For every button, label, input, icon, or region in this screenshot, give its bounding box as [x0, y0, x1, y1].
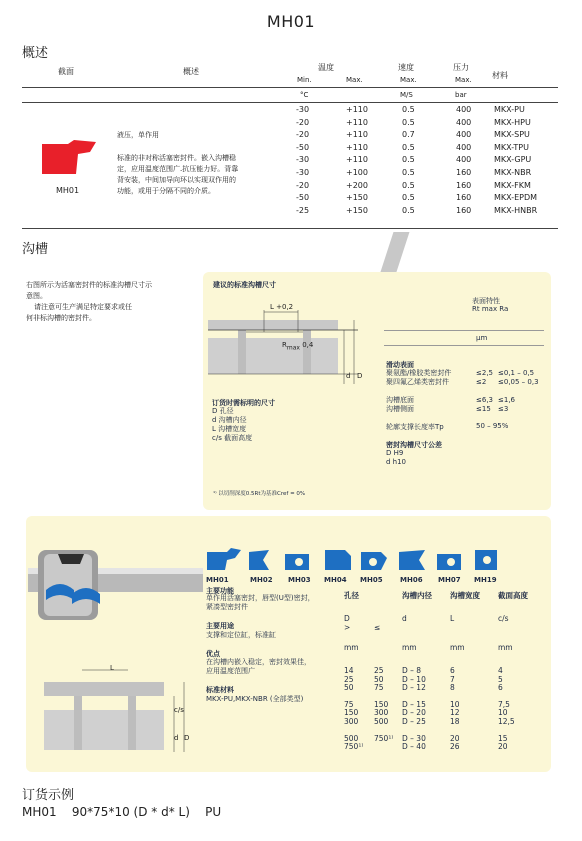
- intro-line: 何非标沟槽的密封件。: [26, 314, 96, 322]
- table-cell: 20: [498, 742, 508, 752]
- table-cell: 750¹⁾: [344, 742, 364, 752]
- dim-d-big: D: [357, 372, 363, 380]
- spec-row: [296, 206, 558, 219]
- unit-temp: °C: [300, 91, 309, 99]
- spec-cell: +110: [346, 117, 368, 127]
- spec-cell: MKX-EPDM: [494, 193, 538, 203]
- spec-cell: 0.5: [402, 142, 415, 152]
- intro-line: 右图所示为活塞密封件的标准沟槽尺寸示: [26, 281, 152, 289]
- spec-cell: MKX-FKM: [494, 180, 531, 190]
- order-dims-list: [212, 407, 252, 443]
- use-body: 支撑和定位缸，标准缸: [206, 631, 276, 639]
- table-cell: D – 8: [402, 666, 422, 675]
- spec-cell: 0.5: [402, 193, 415, 203]
- table-cell: 26: [450, 742, 460, 752]
- table-cell: 6: [450, 666, 455, 675]
- spec-cell: +150: [346, 193, 368, 203]
- spec-cell: 400: [456, 155, 472, 165]
- mh01-label: MH01: [56, 186, 80, 195]
- table-cell: mm: [402, 643, 417, 652]
- bearing-label: 轮廓支撑长度率Tp: [386, 423, 444, 431]
- bearing-value: 50 – 95%: [476, 422, 509, 430]
- table-cell: 300: [374, 708, 389, 718]
- spec-cell: 400: [456, 105, 472, 114]
- order-dim-item: c/s 截面高度: [212, 434, 253, 442]
- table-cell: 300: [344, 717, 359, 726]
- col-header-section: 截面: [58, 67, 74, 76]
- table-cell: c/s: [498, 614, 509, 623]
- dim-l-label: L +0,2: [270, 303, 294, 311]
- table-cell: 4: [498, 666, 503, 675]
- col-header-temp-max: Max.: [346, 76, 363, 84]
- table-cell: 12: [450, 708, 460, 718]
- table-cell: 6: [498, 683, 503, 693]
- spec-cell: 0.5: [402, 117, 415, 127]
- table-cell: 150: [374, 699, 389, 709]
- spec-row: [296, 181, 558, 194]
- spec-cell: MKX-HPU: [494, 117, 531, 127]
- piston-illustration: [28, 540, 208, 630]
- col-header-temp-min: Min.: [297, 76, 312, 84]
- table-cell: 14: [344, 666, 354, 675]
- spec-cell: +110: [346, 155, 368, 165]
- table-cell: 20: [450, 733, 460, 743]
- table-cell: 7,5: [498, 699, 510, 709]
- desc-body-line: 背安装，中间加导向环以实现双作用的: [117, 176, 236, 184]
- spec-cell: 160: [456, 205, 472, 215]
- spec-row: [296, 105, 558, 118]
- surface-title: 表面特性: [472, 297, 500, 305]
- spec-cell: +100: [346, 167, 368, 177]
- table-cell: D – 20: [402, 708, 426, 718]
- adv-line: 在沟槽内嵌入稳定，密封效果佳，: [206, 658, 311, 666]
- spec-row: [296, 143, 558, 156]
- table-cell: d: [402, 614, 407, 623]
- header-rule: [22, 87, 558, 88]
- dim-r-val: 0,4: [302, 341, 314, 349]
- spec-cell: 0.5: [402, 180, 415, 190]
- desc-body-line: 标准的非对称活塞密封件。嵌入沟槽稳: [117, 154, 236, 162]
- dim-r-sub: max: [286, 344, 300, 352]
- order-example-line: MH01 90*75*10 (D * d* L) PU: [22, 805, 222, 819]
- spec-cell: 0.7: [402, 130, 415, 140]
- table-cell: D – 12: [402, 683, 426, 693]
- spec-cell: -30: [296, 155, 310, 165]
- surface-rule-2: [384, 345, 544, 346]
- profile-label: MH06: [400, 576, 423, 584]
- surface-cell: 沟槽侧面: [386, 405, 414, 413]
- table-cell: D – 30: [402, 733, 426, 743]
- adv-body: [206, 658, 311, 676]
- spec-cell: -30: [296, 167, 310, 177]
- surface-row: [386, 405, 556, 414]
- profile-label: MH07: [438, 576, 461, 584]
- table-cell: 12,5: [498, 717, 515, 726]
- spec-cell: +110: [346, 130, 368, 140]
- overview-bottom-rule: [22, 228, 558, 229]
- spec-row: [296, 155, 558, 168]
- profile-label: MH04: [324, 576, 347, 584]
- units-rule: [22, 102, 558, 103]
- func-line: 单作用活塞密封，唇型(U型)密封，: [206, 594, 315, 602]
- table-cell: 7: [450, 674, 455, 684]
- spec-cell: +150: [346, 205, 368, 215]
- table-cell: 沟槽内径: [402, 591, 432, 600]
- surface-cell: ≤0,05 – 0,3: [498, 378, 539, 386]
- surface-cell: ≤2: [476, 378, 487, 386]
- table-cell: 孔径: [344, 591, 359, 600]
- spec-cell: -20: [296, 130, 310, 140]
- table-cell: 50: [374, 674, 384, 684]
- order-dim-item: L 沟槽宽度: [212, 425, 247, 433]
- overview-heading: 概述: [22, 46, 49, 61]
- unit-um: μm: [476, 334, 488, 342]
- profile-label: MH01: [206, 576, 229, 584]
- mh01-profile-icon: [38, 138, 98, 180]
- profile-icons: [205, 548, 505, 572]
- intro-line: 请注意可生产满足特定要求或任: [34, 303, 132, 311]
- dim-r: R: [282, 341, 287, 349]
- mat-body: MKX-PU,MKX-NBR (全部类型): [206, 695, 304, 703]
- table-cell: D: [344, 614, 350, 623]
- dim-d: d: [174, 734, 179, 742]
- table-cell: 8: [450, 683, 455, 693]
- order-dim-item: d 沟槽内径: [212, 416, 247, 424]
- table-cell: 75: [374, 683, 384, 693]
- tol-d: d h10: [386, 458, 407, 466]
- spec-cell: MKX-TPU: [494, 142, 529, 152]
- spec-cell: -20: [296, 117, 310, 127]
- profile-label: MH02: [250, 576, 273, 584]
- spec-cell: -20: [296, 180, 310, 190]
- surface-rule: [384, 330, 544, 331]
- spec-cell: 0.5: [402, 105, 415, 114]
- spec-cell: 0.5: [402, 155, 415, 165]
- spec-row: [296, 168, 558, 181]
- order-dims-title: 订货时需标明的尺寸: [212, 399, 275, 407]
- surface-sub: Rt max Ra: [472, 305, 509, 313]
- seal-profiles-icon: [205, 548, 505, 572]
- spec-cell: MKX-HNBR: [494, 205, 538, 215]
- desc-body: [117, 153, 238, 197]
- spec-cell: -50: [296, 193, 310, 203]
- table-cell: 18: [450, 717, 460, 726]
- col-header-speed-max: Max.: [400, 76, 417, 84]
- desc-line1: 液压，单作用: [117, 131, 159, 139]
- spec-cell: 400: [456, 142, 472, 152]
- groove-section-drawing: [34, 660, 194, 760]
- groove-heading: 沟槽: [22, 242, 49, 257]
- intro-line: 意图。: [26, 292, 47, 300]
- table-cell: 5: [498, 674, 503, 684]
- col-header-speed: 速度: [398, 63, 414, 72]
- spec-cell: 400: [456, 117, 472, 127]
- spec-cell: -30: [296, 105, 310, 114]
- spec-cell: 160: [456, 167, 472, 177]
- surface-row: [386, 378, 556, 387]
- dim-d-small: d: [346, 372, 351, 380]
- order-dim-item: D 孔径: [212, 407, 234, 415]
- dim-l: L: [110, 664, 114, 672]
- surface-cell: 沟槽底面: [386, 396, 414, 404]
- col-header-desc: 概述: [183, 67, 199, 76]
- footnote: ¹⁾ 以切削深度0.5Rt为基准Cref = 0%: [213, 491, 306, 497]
- page-title: MH01: [266, 12, 316, 31]
- surface-cell: ≤0,1 – 0,5: [498, 369, 535, 377]
- table-cell: D – 40: [402, 742, 426, 752]
- tol-D: D H9: [386, 449, 404, 457]
- spec-cell: MKX-PU: [494, 105, 525, 114]
- groove-rows: [386, 396, 556, 414]
- spec-cell: 400: [456, 130, 472, 140]
- surface-cell: ≤6,3: [476, 396, 493, 404]
- unit-speed: M/S: [400, 91, 413, 99]
- profile-label: MH19: [474, 576, 497, 584]
- adv-title: 优点: [206, 650, 220, 658]
- col-header-material: 材料: [492, 71, 508, 80]
- table-cell: mm: [344, 643, 359, 652]
- spec-cell: 0.5: [402, 167, 415, 177]
- dim-D: D: [184, 734, 190, 742]
- unit-pressure: bar: [455, 91, 467, 99]
- surface-cell: ≤2,5: [476, 369, 493, 377]
- spec-row: [296, 130, 558, 143]
- desc-body-line: 定，应用温度范围广.抗压能力好。背靠: [117, 165, 239, 173]
- spec-cell: 0.5: [402, 205, 415, 215]
- spec-cell: 160: [456, 180, 472, 190]
- sliding-rows: [386, 369, 556, 387]
- table-cell: D – 15: [402, 699, 426, 709]
- surface-row: [386, 369, 556, 378]
- spec-row: [296, 118, 558, 131]
- sliding-title: 滑动表面: [386, 361, 414, 369]
- spec-cell: MKX-GPU: [494, 155, 532, 165]
- table-cell: 500: [344, 733, 359, 743]
- surface-row: [386, 396, 556, 405]
- col-header-temp: 温度: [318, 63, 334, 72]
- profile-label: MH05: [360, 576, 383, 584]
- table-cell: D – 25: [402, 717, 426, 726]
- dim-cs: c/s: [174, 706, 184, 714]
- table-cell: L: [450, 614, 455, 623]
- table-cell: mm: [498, 643, 513, 652]
- surface-cell: ≤1,6: [498, 396, 515, 404]
- groove-intro: [26, 280, 152, 324]
- table-cell: D – 10: [402, 674, 426, 684]
- spec-cell: -50: [296, 142, 310, 152]
- table-cell: ≤: [374, 623, 381, 632]
- func-line: 紧凑型密封件: [206, 603, 248, 611]
- table-cell: 10: [450, 699, 460, 709]
- mat-title: 标准材料: [206, 686, 234, 694]
- func-title: 主要功能: [206, 587, 234, 595]
- spec-cell: -25: [296, 205, 310, 215]
- tol-title: 密封沟槽尺寸公差: [386, 441, 442, 449]
- spec-cell: +110: [346, 105, 368, 114]
- adv-line: 应用温度范围广: [206, 667, 255, 675]
- spec-cell: MKX-SPU: [494, 130, 530, 140]
- table-cell: 75: [344, 699, 354, 709]
- col-header-pressure-max: Max.: [455, 76, 472, 84]
- table-cell: 25: [374, 666, 384, 675]
- surface-cell: ≤15: [476, 405, 491, 413]
- groove-panel-title: 建议的标准沟槽尺寸: [213, 281, 276, 289]
- table-cell: 500: [374, 717, 389, 726]
- table-cell: >: [344, 623, 351, 632]
- spec-cell: 160: [456, 193, 472, 203]
- table-cell: 沟槽宽度: [450, 591, 480, 600]
- spec-cell: +200: [346, 180, 368, 190]
- surface-cell: 聚氨酯/橡胶类密封件: [386, 369, 452, 377]
- table-cell: 10: [498, 708, 508, 718]
- table-cell: 截面高度: [498, 591, 528, 600]
- table-cell: mm: [450, 643, 465, 652]
- dim-rmax-label: [282, 341, 313, 351]
- spec-row: [296, 193, 558, 206]
- desc-body-line: 功能，或用于分隔不同的介质。: [117, 187, 215, 195]
- col-header-pressure: 压力: [453, 63, 469, 72]
- use-title: 主要用途: [206, 622, 234, 630]
- surface-cell: 聚四氟乙烯类密封件: [386, 378, 449, 386]
- spec-cell: MKX-NBR: [494, 167, 532, 177]
- table-cell: 15: [498, 733, 508, 743]
- func-body: [206, 594, 315, 612]
- table-cell: 750¹⁾: [374, 733, 394, 743]
- table-cell: 25: [344, 674, 354, 684]
- spec-cell: +110: [346, 142, 368, 152]
- table-cell: 150: [344, 708, 359, 718]
- table-cell: 50: [344, 683, 354, 693]
- spec-rows: [296, 105, 558, 218]
- profile-label: MH03: [288, 576, 311, 584]
- surface-cell: ≤3: [498, 405, 509, 413]
- order-example-heading: 订货示例: [22, 788, 75, 803]
